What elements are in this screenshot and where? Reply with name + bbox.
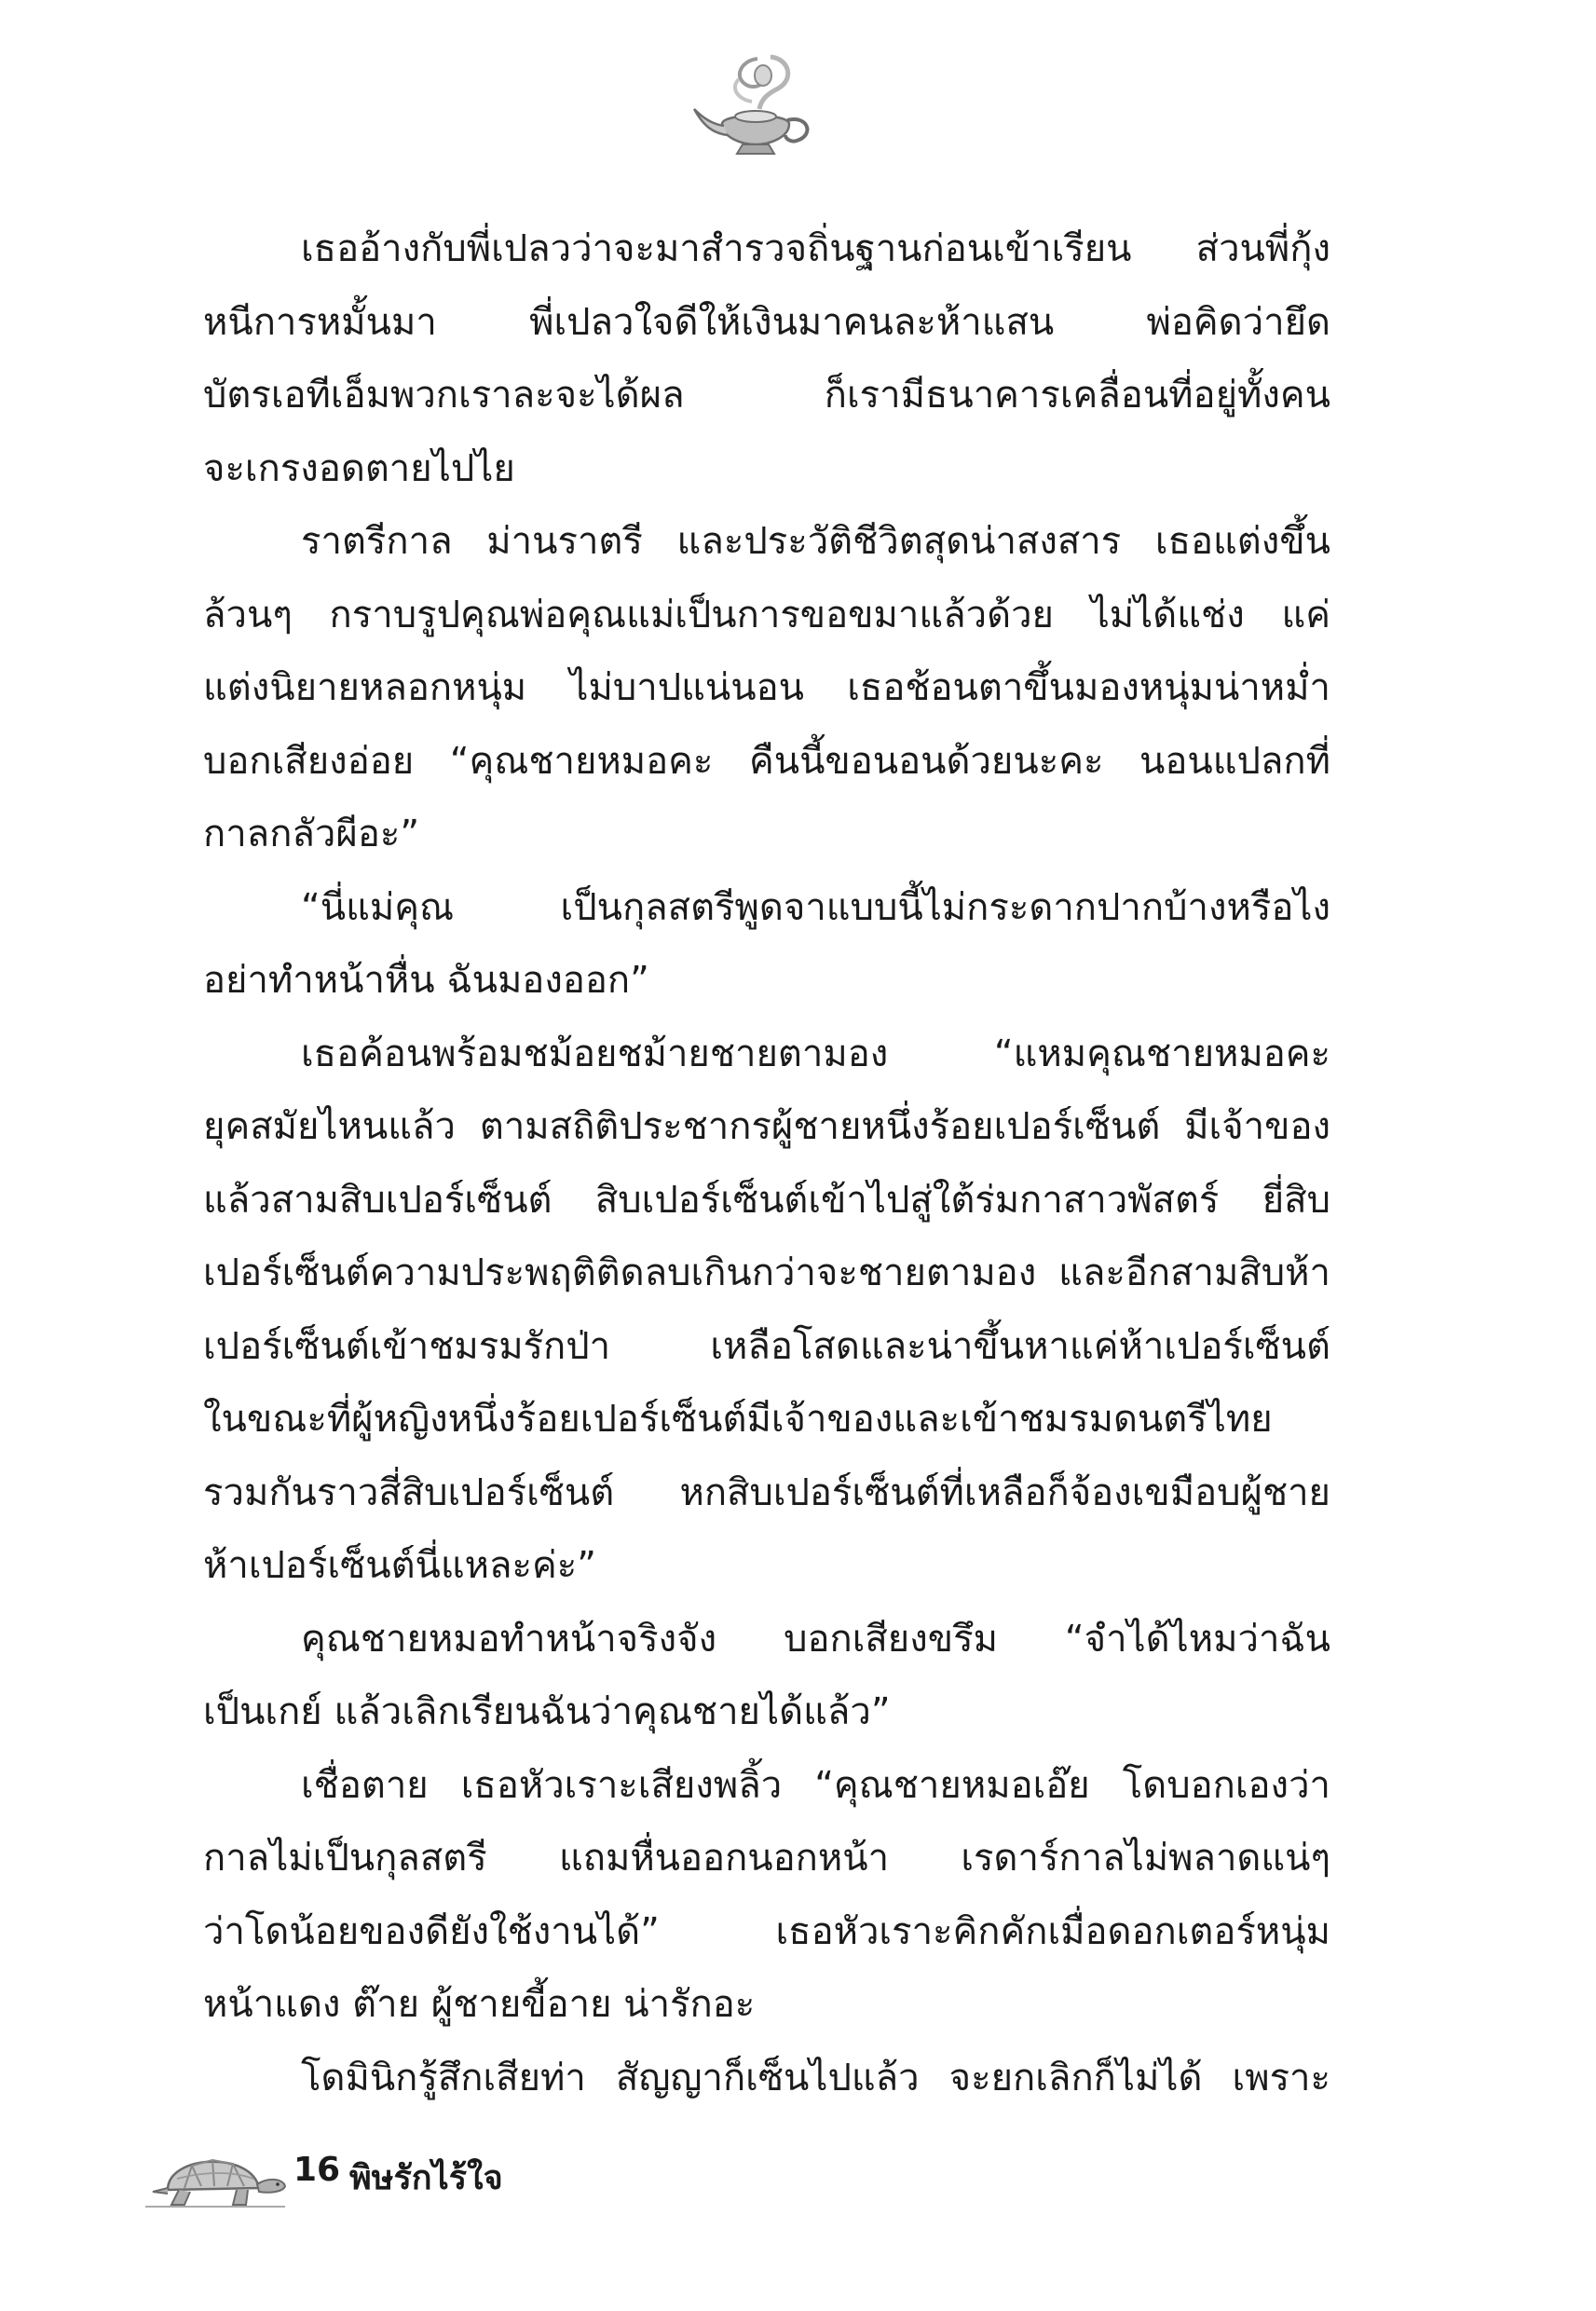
text-line: อย่าทำหน้าหื่น ฉันมองออก” [203, 959, 649, 1002]
text-line: จะเกรงอดตายไปไย [203, 446, 515, 490]
page-footer [140, 2125, 792, 2236]
text-line: เปอร์เซ็นต์เข้าชมรมรักป่า เหลือโสดและน่าขึ้นหาแค่ห้าเปอร์เซ็นต์ [203, 1324, 1330, 1368]
text-line: กาลกลัวผีอะ” [203, 813, 420, 855]
text-line: “นี่แม่คุณ เป็นกุลสตรีพูดจาแบบนี้ไม่กระดากปากบ้างหรือไง [301, 885, 1330, 929]
text-line: ห้าเปอร์เซ็นต์นี่แหละค่ะ” [203, 1544, 596, 1587]
turtle-icon [140, 2134, 289, 2218]
text-line: แล้วสามสิบเปอร์เซ็นต์ สิบเปอร์เซ็นต์เข้าไปสู่ใต้ร่มกาสาวพัสตร์ ยี่สิบ [203, 1178, 1330, 1222]
text-line: โดมินิกรู้สึกเสียท่า สัญญาก็เซ็นไปแล้ว จะยกเลิกก็ไม่ได้ เพราะ [301, 2056, 1330, 2099]
genie-lamp-icon [685, 51, 825, 163]
page-number: 16 [293, 2151, 341, 2189]
text-line: หน้าแดง ต๊าย ผู้ชายขี้อาย น่ารักอะ [203, 1983, 756, 2026]
text-line: ในขณะที่ผู้หญิงหนึ่งร้อยเปอร์เซ็นต์มีเจ้าของและเข้าชมรมดนตรีไทย [203, 1398, 1273, 1441]
text-line: ราตรีกาล ม่านราตรี และประวัติชีวิตสุดน่าสงสาร เธอแต่งขึ้น [301, 520, 1330, 563]
paragraph-1 [203, 212, 1330, 505]
text-line: บอกเสียงอ่อย “คุณชายหมอคะ คืนนี้ขอนอนด้วยนะคะ นอนแปลกที่ [203, 739, 1330, 783]
body-text [203, 212, 1330, 2114]
text-line: เธอค้อนพร้อมชม้อยชม้ายชายตามอง “แหมคุณชายหมอคะ [301, 1032, 1330, 1075]
text-line: ยุคสมัยไหนแล้ว ตามสถิติประชากรผู้ชายหนึ่งร้อยเปอร์เซ็นต์ มีเจ้าของ [203, 1105, 1330, 1148]
paragraph-6 [203, 1749, 1330, 2042]
paragraph-5 [203, 1603, 1330, 1749]
text-line: เป็นเกย์ แล้วเลิกเรียนฉันว่าคุณชายได้แล้ว” [203, 1690, 891, 1733]
text-line: บัตรเอทีเอ็มพวกเราละจะได้ผล ก็เรามีธนาคารเคลื่อนที่อยู่ทั้งคน [203, 374, 1330, 417]
text-line: เชื่อตาย เธอหัวเราะเสียงพลิ้ว “คุณชายหมอเอ๊ย โดบอกเองว่า [301, 1763, 1330, 1807]
text-line: แต่งนิยายหลอกหนุ่ม ไม่บาปแน่นอน เธอช้อนตาขึ้นมองหนุ่มน่าหม่ำ [203, 666, 1330, 709]
text-line: ว่าโดน้อยของดียังใช้งานได้” เธอหัวเราะคิกคักเมื่อดอกเตอร์หนุ่ม [203, 1909, 1330, 1953]
paragraph-3 [203, 871, 1330, 1018]
paragraph-2 [203, 505, 1330, 871]
text-line: เปอร์เซ็นต์ความประพฤติติดลบเกินกว่าจะชายตามอง และอีกสามสิบห้า [203, 1251, 1330, 1294]
text-line: คุณชายหมอทำหน้าจริงจัง บอกเสียงขรึม “จำได้ไหมว่าฉัน [301, 1617, 1330, 1661]
book-title: พิษรักไร้ใจ [349, 2159, 503, 2197]
text-line: เธออ้างกับพี่เปลวว่าจะมาสำรวจถิ่นฐานก่อนเข้าเรียน ส่วนพี่กุ้ง [301, 227, 1330, 270]
text-line: กาลไม่เป็นกุลสตรี แถมหื่นออกนอกหน้า เรดาร์กาลไม่พลาดแน่ๆ [203, 1837, 1330, 1880]
text-line: ล้วนๆ กราบรูปคุณพ่อคุณแม่เป็นการขอขมาแล้วด้วย ไม่ได้แช่ง แค่ [203, 593, 1330, 636]
text-line: รวมกันราวสี่สิบเปอร์เซ็นต์ หกสิบเปอร์เซ็นต์ที่เหลือก็จ้องเขมือบผู้ชาย [203, 1470, 1330, 1514]
paragraph-7 [203, 2042, 1330, 2115]
text-line: หนีการหมั้นมา พี่เปลวใจดีให้เงินมาคนละห้าแสน พ่อคิดว่ายึด [203, 300, 1330, 344]
paragraph-4 [203, 1018, 1330, 1603]
